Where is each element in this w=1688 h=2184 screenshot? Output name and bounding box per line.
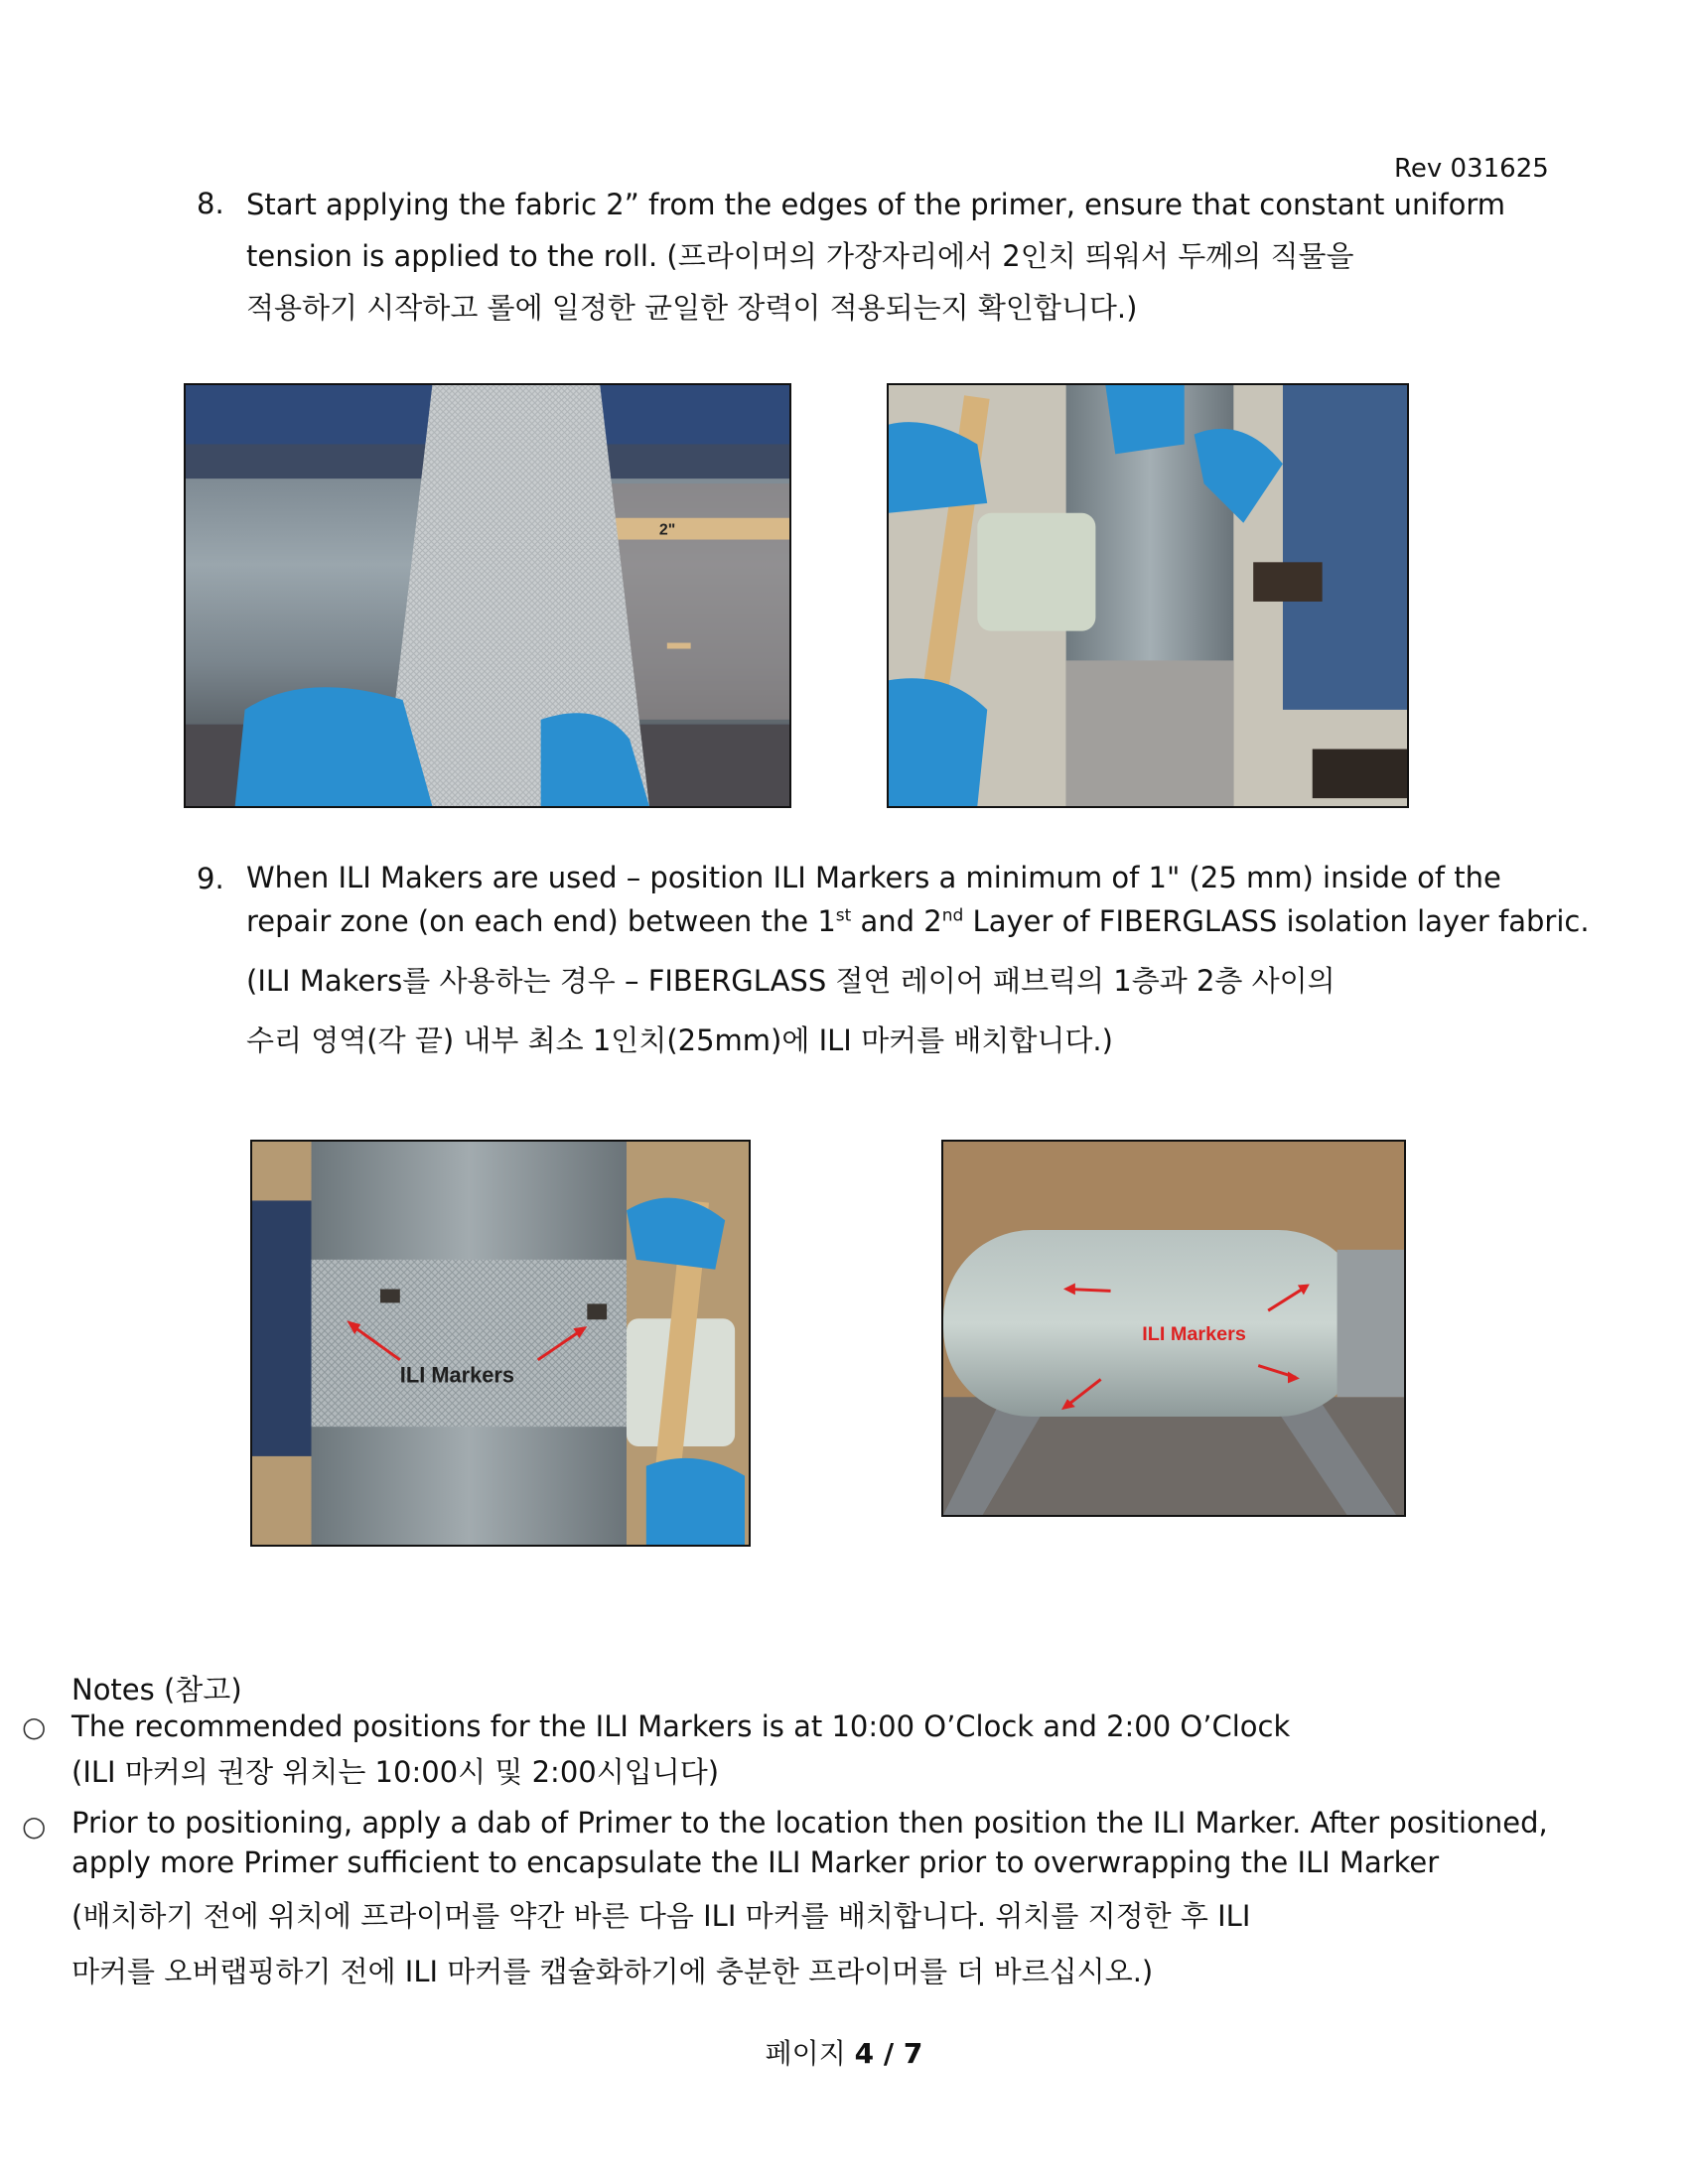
photo-ili-markers-horizontal <box>941 1140 1406 1517</box>
note-2-bullet: ○ <box>22 1810 47 1843</box>
photo-ili-markers-vertical <box>250 1140 751 1547</box>
photo-fabric-application-image <box>186 385 789 806</box>
photo-fabric-application <box>184 383 791 808</box>
step-8-number: 8. <box>197 187 224 220</box>
step-9-text <box>246 856 1590 943</box>
note-1-line-1: The recommended positions for the ILI Markers is at 10:00 O’Clock and 2:00 O’Clock <box>71 1709 1291 1743</box>
note-1-bullet: ○ <box>22 1710 47 1743</box>
step-9-line-1: When ILI Makers are used – position ILI Markers a minimum of 1" (25 mm) inside of the <box>246 861 1501 894</box>
revision-label: Rev 031625 <box>1394 154 1549 184</box>
photo4-ili-markers-label: ILI Markers <box>1142 1322 1246 1345</box>
step-9-number: 9. <box>197 862 224 895</box>
note-2-line-1: Prior to positioning, apply a dab of Primer to the location then position the ILI Marker. After positioned, <box>71 1806 1548 1840</box>
photo1-tape-mark: 2" <box>658 521 676 539</box>
step-9-line-4: 수리 영역(각 끝) 내부 최소 1인치(25mm)에 ILI 마커를 배치합니다.) <box>246 1024 1113 1057</box>
step-8-line-1: Start applying the fabric 2” from the edges of the primer, ensure that constant uniform <box>246 188 1506 221</box>
note-2-line-3: (배치하기 전에 위치에 프라이머를 약간 바른 다음 ILI 마커를 배치합니다. 위치를 지정한 후 ILI <box>71 1899 1251 1933</box>
page-footer-prefix: 페이지 <box>765 2037 855 2070</box>
photo-fabric-roll-vertical-image <box>889 385 1407 806</box>
photo-ili-markers-horizontal-image <box>943 1142 1404 1515</box>
step-9-line-2-part-a: repair zone (on each end) between the 1 <box>246 904 836 938</box>
step-9-line-2 <box>246 899 1590 943</box>
note-2-korean <box>71 1888 1250 1999</box>
step-9-sup-nd: nd <box>941 905 964 926</box>
step-9-line-2-part-c: Layer of FIBERGLASS isolation layer fabric. <box>963 904 1590 938</box>
photo-ili-markers-vertical-image <box>252 1142 749 1545</box>
step-8-line-2: tension is applied to the roll. (프라이머의 가장자리에서 2인치 띄워서 두께의 직물을 <box>246 239 1354 273</box>
page-number: 4 / 7 <box>854 2037 923 2070</box>
step-8-line-3: 적용하기 시작하고 롤에 일정한 균일한 장력이 적용되는지 확인합니다.) <box>246 291 1138 325</box>
photo3-ili-markers-label: ILI Markers <box>399 1362 515 1388</box>
step-9-line-2-part-b: and 2 <box>851 904 942 938</box>
step-9-line-3: (ILI Makers를 사용하는 경우 – FIBERGLASS 절연 레이어 패브릭의 1층과 2층 사이의 <box>246 964 1336 998</box>
notes-title: Notes (참고) <box>71 1673 242 1706</box>
photo-fabric-roll-vertical <box>887 383 1409 808</box>
note-2-line-2: apply more Primer sufficient to encapsulate the ILI Marker prior to overwrapping the ILI Marker <box>71 1845 1440 1879</box>
page-footer <box>0 2032 1688 2072</box>
note-1-line-2: (ILI 마커의 권장 위치는 10:00시 및 2:00시입니다) <box>71 1755 720 1789</box>
step-8-text <box>246 179 1537 334</box>
step-9-korean <box>246 951 1537 1070</box>
note-2 <box>71 1803 1548 1882</box>
note-1 <box>71 1704 1290 1795</box>
step-9-sup-st: st <box>835 905 852 926</box>
note-2-line-4: 마커를 오버랩핑하기 전에 ILI 마커를 캡슐화하기에 충분한 프라이머를 더 바르십시오.) <box>71 1955 1154 1988</box>
